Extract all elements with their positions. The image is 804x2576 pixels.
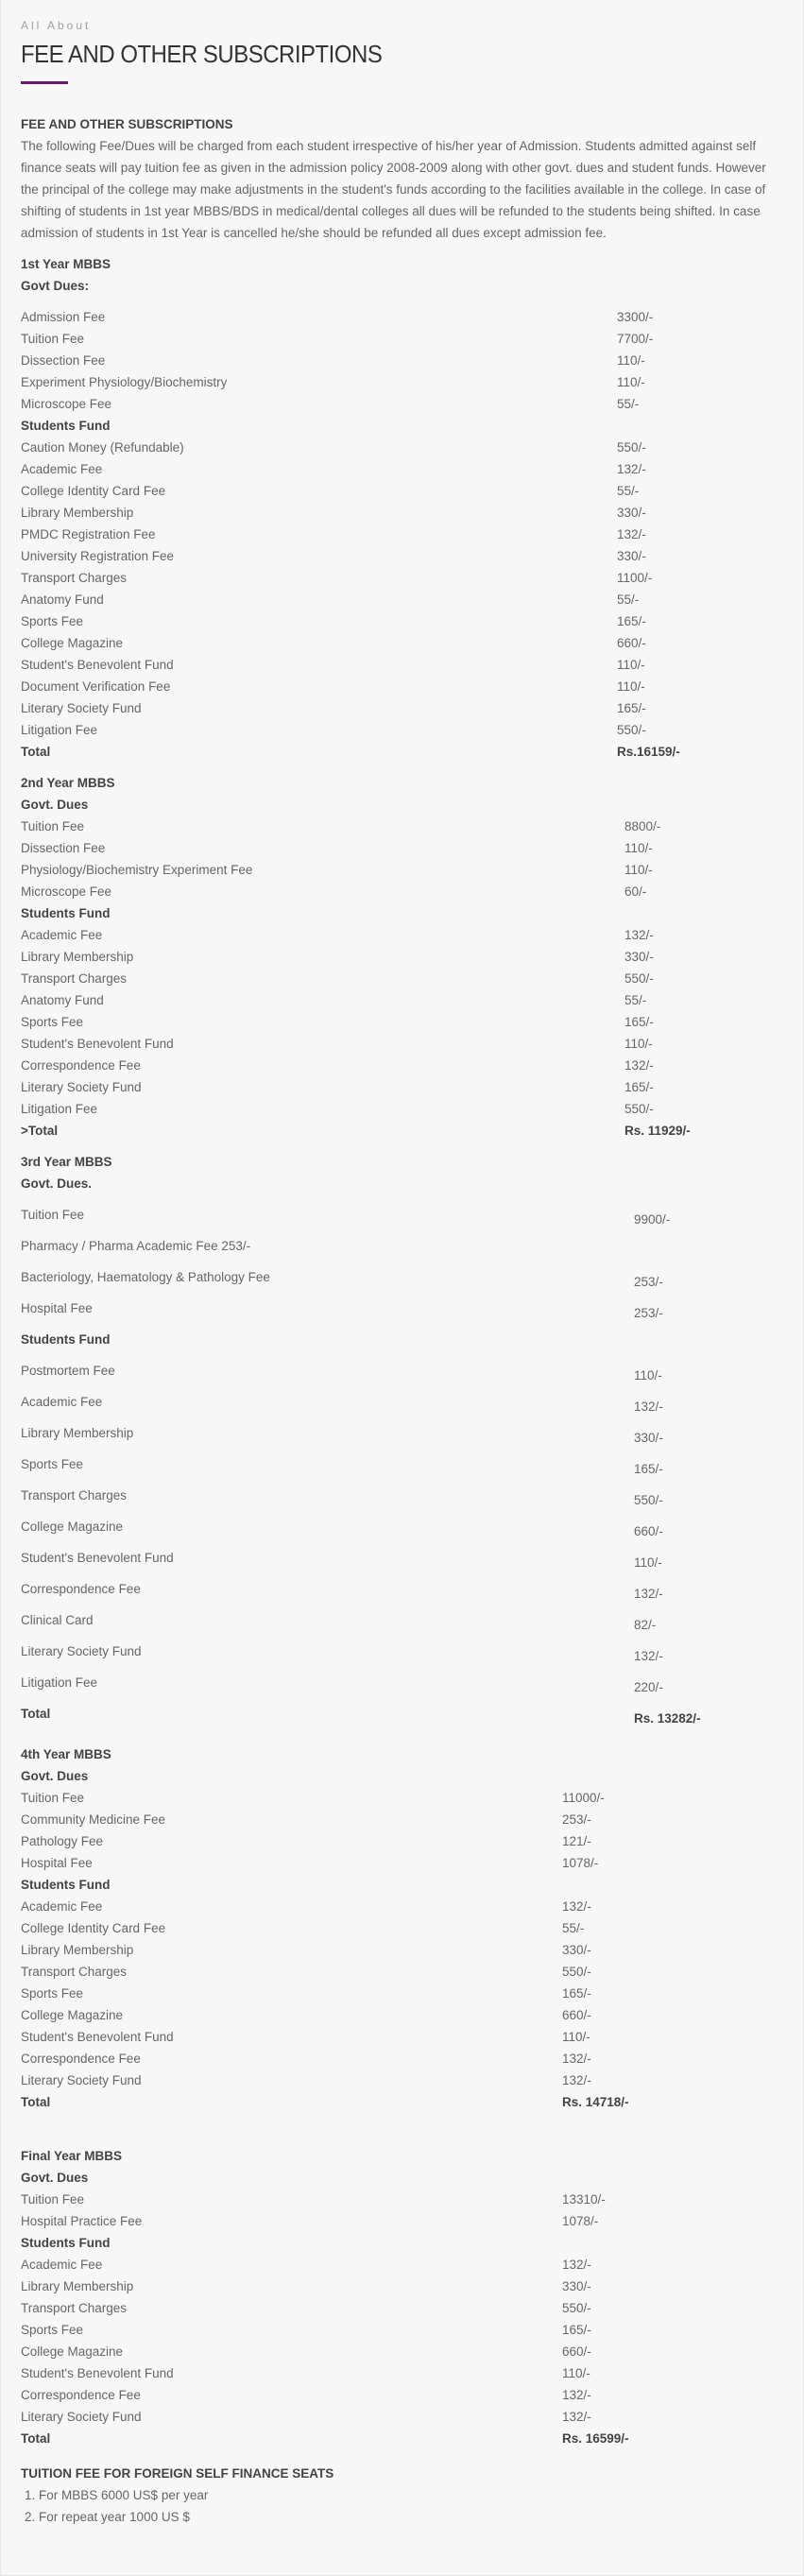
list-item: 2. For repeat year 1000 US $	[25, 2510, 190, 2524]
fee-label: Anatomy Fund	[21, 592, 104, 607]
fee-row	[21, 676, 784, 697]
total-label: Total	[21, 1707, 51, 1721]
total-label: Total	[21, 2095, 51, 2109]
fee-value: 132/-	[562, 2388, 591, 2402]
fee-row	[21, 589, 784, 610]
fee-value: 60/-	[624, 884, 647, 899]
fee-row	[21, 2048, 784, 2069]
fee-value: 660/-	[617, 636, 646, 650]
fee-value: 110/-	[562, 2030, 590, 2044]
total-row	[21, 1120, 784, 1142]
total-value: Rs. 13282/-	[634, 1711, 701, 1726]
fee-value: 1078/-	[562, 2214, 599, 2228]
fee-label: Student's Benevolent Fund	[21, 2030, 174, 2044]
year-title: Final Year MBBS	[21, 2149, 123, 2163]
fee-label: Library Membership	[21, 506, 134, 520]
students-fund-heading: Students Fund	[21, 1332, 111, 1347]
fee-value: 110/-	[617, 375, 645, 389]
fee-value: 55/-	[624, 993, 647, 1007]
fee-row	[21, 371, 784, 393]
fee-value: 550/-	[617, 723, 646, 737]
fee-row	[21, 350, 784, 371]
fee-row	[21, 1809, 784, 1830]
fee-label: Hospital Fee	[21, 1856, 93, 1870]
fee-value: 132/-	[617, 462, 646, 476]
fee-row	[21, 2189, 784, 2210]
fee-label: Academic Fee	[21, 1899, 103, 1914]
total-row	[21, 2428, 784, 2449]
fee-value: 550/-	[624, 971, 654, 986]
fee-label: Library Membership	[21, 2279, 134, 2293]
fee-label: College Identity Card Fee	[21, 1921, 166, 1935]
fee-row	[21, 545, 784, 567]
fee-label: Sports Fee	[21, 2323, 84, 2337]
fee-row	[21, 1422, 784, 1453]
fee-value: 132/-	[562, 2052, 591, 2066]
fee-row	[21, 697, 784, 719]
fee-value: 330/-	[617, 549, 646, 563]
fee-label: Tuition Fee	[21, 2192, 85, 2207]
fee-value: 165/-	[562, 2323, 591, 2337]
fee-label: Sports Fee	[21, 1015, 84, 1029]
fee-label: College Magazine	[21, 2344, 124, 2359]
fee-row	[21, 328, 784, 350]
fee-label: Pathology Fee	[21, 1834, 104, 1848]
fee-value: 132/-	[634, 1587, 663, 1601]
students-fund-heading: Students Fund	[21, 1878, 111, 1892]
fee-row	[21, 2384, 784, 2406]
fee-row	[21, 1204, 784, 1235]
fee-row	[21, 2362, 784, 2384]
list-item: 1. For MBBS 6000 US$ per year	[25, 2488, 209, 2502]
intro-heading: FEE AND OTHER SUBSCRIPTIONS	[21, 117, 233, 131]
fee-label: Student's Benevolent Fund	[21, 1037, 174, 1051]
fee-value: 165/-	[617, 701, 646, 715]
students-fund-heading: Students Fund	[21, 906, 111, 920]
fee-value: 165/-	[617, 614, 646, 628]
title-underline-divider	[21, 81, 68, 84]
fee-label: Litigation Fee	[21, 723, 98, 737]
fee-row	[21, 1485, 784, 1516]
fee-row	[21, 1516, 784, 1547]
fee-label: Tuition Fee	[21, 332, 85, 346]
fee-row	[21, 437, 784, 458]
fee-label: Transport Charges	[21, 1488, 128, 1503]
fee-value: 3300/-	[617, 310, 654, 324]
fee-row	[21, 306, 784, 328]
fee-row	[21, 1983, 784, 2004]
fee-value: 110/-	[634, 1368, 662, 1382]
fee-value: 253/-	[562, 1812, 591, 1827]
year-title: 3rd Year MBBS	[21, 1155, 112, 1169]
fee-value: 8800/-	[624, 819, 661, 833]
fee-label: Correspondence Fee	[21, 2052, 141, 2066]
fee-value: 55/-	[617, 484, 640, 498]
foreign-fee-list	[21, 2484, 784, 2528]
fee-label: Sports Fee	[21, 1986, 84, 2001]
fee-value: 11000/-	[562, 1791, 605, 1805]
year-title: 4th Year MBBS	[21, 1747, 111, 1761]
foreign-fee-heading: TUITION FEE FOR FOREIGN SELF FINANCE SEATS	[21, 2466, 334, 2481]
fee-row	[21, 924, 784, 946]
fee-label: Transport Charges	[21, 571, 128, 585]
fee-row	[21, 1640, 784, 1672]
fee-value: 550/-	[617, 440, 646, 455]
total-value: Rs. 11929/-	[624, 1124, 691, 1138]
fee-row	[21, 2026, 784, 2048]
fee-value: 132/-	[562, 2410, 591, 2424]
govt-dues-heading: Govt. Dues.	[21, 1176, 93, 1191]
fee-value: 110/-	[634, 1555, 662, 1570]
fee-label: Dissection Fee	[21, 841, 106, 855]
total-value: Rs. 16599/-	[562, 2431, 629, 2446]
fee-label: Literary Society Fund	[21, 2073, 142, 2087]
fee-label: Correspondence Fee	[21, 1582, 141, 1596]
fee-label: Literary Society Fund	[21, 2410, 142, 2424]
total-row	[21, 1703, 784, 1734]
fee-value: 550/-	[562, 1965, 591, 1979]
fee-row	[21, 1033, 784, 1055]
fee-label: Dissection Fee	[21, 353, 106, 368]
fee-value: 110/-	[617, 679, 645, 694]
fee-row	[21, 2297, 784, 2319]
fee-row	[21, 1939, 784, 1961]
fee-value: 82/-	[634, 1618, 657, 1632]
govt-dues-heading: Govt. Dues	[21, 1769, 89, 1783]
govt-dues-heading: Govt. Dues	[21, 2171, 89, 2185]
fee-value: 132/-	[562, 2258, 591, 2272]
fee-row	[21, 1609, 784, 1640]
fee-label: Student's Benevolent Fund	[21, 1551, 174, 1565]
year-section	[21, 2145, 784, 2449]
fee-row	[21, 968, 784, 989]
fee-value: 132/-	[562, 1899, 591, 1914]
fee-label: Microscope Fee	[21, 884, 112, 899]
year-title: 1st Year MBBS	[21, 257, 111, 271]
fee-value: 110/-	[617, 658, 645, 672]
fee-value: 13310/-	[562, 2192, 606, 2207]
fee-label: Document Verification Fee	[21, 679, 171, 694]
fee-label: Literary Society Fund	[21, 1644, 142, 1658]
fee-label: Hospital Fee	[21, 1301, 93, 1315]
fee-label: College Magazine	[21, 1520, 124, 1534]
fee-label: Correspondence Fee	[21, 1058, 141, 1073]
fee-label: Physiology/Biochemistry Experiment Fee	[21, 863, 253, 877]
fee-label: College Magazine	[21, 636, 124, 650]
fee-row	[21, 1578, 784, 1609]
fee-value: 7700/-	[617, 332, 654, 346]
fee-row	[21, 480, 784, 502]
fee-row	[21, 1011, 784, 1033]
fee-row	[21, 1297, 784, 1329]
fee-value: 220/-	[634, 1680, 663, 1694]
fee-label: Transport Charges	[21, 2301, 128, 2315]
fee-label: Sports Fee	[21, 614, 84, 628]
fee-label: Tuition Fee	[21, 1208, 85, 1222]
govt-dues-heading: Govt Dues:	[21, 279, 90, 293]
fee-label: PMDC Registration Fee	[21, 527, 156, 541]
fee-row	[21, 2406, 784, 2428]
fee-label: University Registration Fee	[21, 549, 175, 563]
fee-row	[21, 1055, 784, 1076]
fee-row	[21, 1830, 784, 1852]
total-row	[21, 741, 784, 763]
fee-row	[21, 989, 784, 1011]
fee-label: Microscope Fee	[21, 397, 112, 411]
fee-value: 110/-	[624, 841, 653, 855]
total-row	[21, 2091, 784, 2113]
fee-label: Library Membership	[21, 1943, 134, 1957]
fee-row	[21, 458, 784, 480]
fee-label: Academic Fee	[21, 462, 103, 476]
fee-label: Library Membership	[21, 950, 134, 964]
year-section	[21, 1151, 784, 1734]
fee-value: 55/-	[617, 397, 640, 411]
fee-row	[21, 1098, 784, 1120]
year-section	[21, 1743, 784, 2113]
fee-row	[21, 1852, 784, 1874]
fee-label: Anatomy Fund	[21, 993, 104, 1007]
fee-row	[21, 881, 784, 902]
fee-value: 550/-	[634, 1493, 663, 1507]
fee-label: Caution Money (Refundable)	[21, 440, 184, 455]
fee-row	[21, 610, 784, 632]
fee-label: Student's Benevolent Fund	[21, 2366, 174, 2380]
fee-label: Litigation Fee	[21, 1675, 98, 1690]
fee-value: 132/-	[562, 2073, 591, 2087]
fee-row	[21, 1787, 784, 1809]
fee-row	[21, 1547, 784, 1578]
year-title: 2nd Year MBBS	[21, 776, 115, 790]
fee-row	[21, 1961, 784, 1983]
fee-value: 550/-	[624, 1102, 654, 1116]
fee-label: Transport Charges	[21, 1965, 128, 1979]
fee-row	[21, 1360, 784, 1391]
fee-row	[21, 816, 784, 837]
fee-value: 330/-	[617, 506, 646, 520]
fee-label: Academic Fee	[21, 928, 103, 942]
fee-value: 55/-	[617, 592, 640, 607]
fee-row	[21, 2210, 784, 2232]
year-section	[21, 253, 784, 763]
fee-label: Literary Society Fund	[21, 701, 142, 715]
fee-row	[21, 859, 784, 881]
fee-row	[21, 1896, 784, 1917]
fee-row	[21, 2254, 784, 2275]
fee-value: 253/-	[634, 1306, 663, 1320]
fee-value: 132/-	[634, 1649, 663, 1663]
fee-row	[21, 502, 784, 524]
fee-value: 330/-	[634, 1431, 663, 1445]
fee-label: Pharmacy / Pharma Academic Fee 253/-	[21, 1239, 251, 1253]
fee-value: 132/-	[624, 928, 654, 942]
total-label: Total	[21, 745, 51, 759]
fee-row	[21, 2341, 784, 2362]
fee-row	[21, 2069, 784, 2091]
fee-value: 1100/-	[617, 571, 653, 585]
fee-value: 110/-	[624, 1037, 653, 1051]
fee-value: 660/-	[634, 1524, 663, 1538]
fee-row	[21, 2275, 784, 2297]
fee-value: 110/-	[624, 863, 653, 877]
fee-value: 55/-	[562, 1921, 585, 1935]
total-label: >Total	[21, 1124, 59, 1138]
fee-row	[21, 393, 784, 415]
fee-value: 110/-	[617, 353, 645, 368]
fee-label: College Identity Card Fee	[21, 484, 166, 498]
fee-label: Academic Fee	[21, 2258, 103, 2272]
fee-label: Transport Charges	[21, 971, 128, 986]
fee-label: College Magazine	[21, 2008, 124, 2022]
foreign-fee-section	[21, 2463, 784, 2528]
fee-label: Admission Fee	[21, 310, 106, 324]
fee-value: 660/-	[562, 2344, 591, 2359]
year-section	[21, 772, 784, 1142]
fee-label: Clinical Card	[21, 1613, 94, 1627]
fee-label: Community Medicine Fee	[21, 1812, 166, 1827]
fee-value: 660/-	[562, 2008, 591, 2022]
fee-row	[21, 524, 784, 545]
intro-paragraph: The following Fee/Dues will be charged from each student irrespective of his/her year of Admission. Students admitted against self finance seats will pay tuition fee as given in the admission policy 2008-2009 along with other govt. dues and student funds. However the principal of the college may make adjustments in the student's funds according to the facilities available in the college. In case of shifting of students in 1st year MBBS/BDS in medical/dental colleges all dues will be refunded to the students being shifted. In case admission of students in 1st Year is cancelled he/she should be refunded all dues except admission fee.	[21, 139, 766, 240]
fee-row	[21, 1917, 784, 1939]
fee-value: 165/-	[624, 1080, 654, 1094]
fee-row	[21, 1391, 784, 1422]
fee-row	[21, 567, 784, 589]
students-fund-heading: Students Fund	[21, 419, 111, 433]
fee-value: 1078/-	[562, 1856, 599, 1870]
page-title: FEE AND OTHER SUBSCRIPTIONS	[21, 40, 383, 68]
total-value: Rs.16159/-	[617, 745, 680, 759]
fee-label: Experiment Physiology/Biochemistry	[21, 375, 228, 389]
fee-row	[21, 1235, 784, 1266]
fee-row	[21, 837, 784, 859]
fee-row	[21, 1453, 784, 1485]
total-label: Total	[21, 2431, 51, 2446]
fee-label: Student's Benevolent Fund	[21, 658, 174, 672]
fee-row	[21, 2319, 784, 2341]
fee-value: 132/-	[634, 1400, 663, 1414]
fee-value: 330/-	[562, 2279, 591, 2293]
fee-value: 165/-	[634, 1462, 663, 1476]
fee-row	[21, 1076, 784, 1098]
fee-value: 121/-	[562, 1834, 591, 1848]
fee-label: Academic Fee	[21, 1395, 103, 1409]
fee-row	[21, 1266, 784, 1297]
total-value: Rs. 14718/-	[562, 2095, 629, 2109]
fee-row	[21, 632, 784, 654]
students-fund-heading: Students Fund	[21, 2236, 111, 2250]
fee-label: Literary Society Fund	[21, 1080, 142, 1094]
fee-row	[21, 946, 784, 968]
fee-value: 165/-	[562, 1986, 591, 2001]
fee-label: Sports Fee	[21, 1457, 84, 1471]
fee-value: 9900/-	[634, 1212, 671, 1227]
fee-label: Library Membership	[21, 1426, 134, 1440]
eyebrow-label: All About	[21, 19, 92, 32]
fee-row	[21, 2004, 784, 2026]
fee-sections	[21, 253, 784, 2449]
fee-label: Postmortem Fee	[21, 1364, 115, 1378]
fee-row	[21, 719, 784, 741]
fee-label: Litigation Fee	[21, 1102, 98, 1116]
fee-label: Bacteriology, Haematology & Pathology Fee	[21, 1270, 270, 1284]
fee-label: Tuition Fee	[21, 1791, 85, 1805]
fee-value: 330/-	[624, 950, 654, 964]
fee-value: 253/-	[634, 1275, 663, 1289]
fee-value: 132/-	[624, 1058, 654, 1073]
govt-dues-heading: Govt. Dues	[21, 798, 89, 812]
fee-value: 550/-	[562, 2301, 591, 2315]
fee-value: 330/-	[562, 1943, 591, 1957]
fee-label: Correspondence Fee	[21, 2388, 141, 2402]
fee-value: 110/-	[562, 2366, 590, 2380]
fee-row	[21, 654, 784, 676]
fee-label: Hospital Practice Fee	[21, 2214, 143, 2228]
fee-value: 132/-	[617, 527, 646, 541]
fee-label: Tuition Fee	[21, 819, 85, 833]
fee-row	[21, 1672, 784, 1703]
fee-value: 165/-	[624, 1015, 654, 1029]
